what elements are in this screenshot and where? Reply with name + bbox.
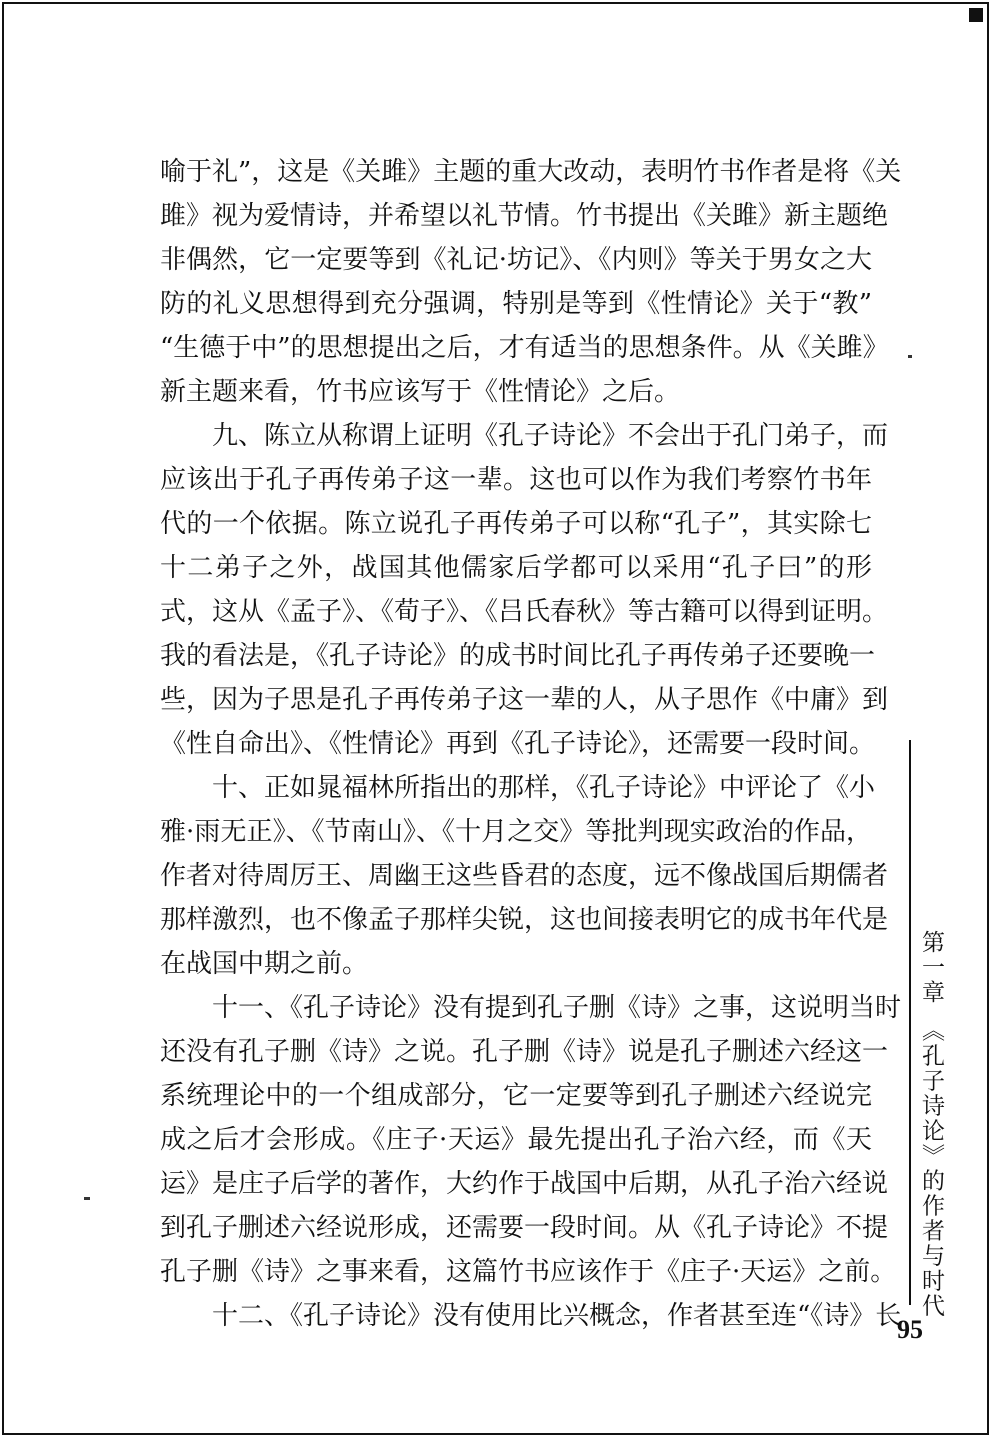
text-line: 还没有孔子删《诗》之说。孔子删《诗》说是孔子删述六经这一 [160, 1037, 889, 1067]
text-line: 十二、《孔子诗论》没有使用比兴概念，作者甚至连“《诗》长 [212, 1301, 902, 1331]
text-line: 我的看法是，《孔子诗论》的成书时间比孔子再传弟子还要晚一 [160, 641, 876, 671]
text-line: 系统理论中的一个组成部分，它一定要等到孔子删述六经说完 [160, 1081, 872, 1111]
text-line: 十一、《孔子诗论》没有提到孔子删《诗》之事，这说明当时 [212, 993, 902, 1023]
scan-speck [84, 1197, 90, 1200]
text-line: 雎》视为爱情诗，并希望以礼节情。竹书提出《关雎》新主题绝 [160, 201, 889, 231]
text-line: 些，因为子思是孔子再传弟子这一辈的人，从子思作《中庸》到 [160, 685, 889, 715]
text-line: 《性自命出》、《性情论》再到《孔子诗论》，还需要一段时间。 [160, 729, 876, 759]
paragraph [160, 1294, 902, 1338]
text-line: 雅·雨无正》、《节南山》、《十月之交》等批判现实政治的作品， [160, 817, 872, 847]
paragraph [160, 150, 902, 414]
text-line: 新主题来看，竹书应该写于《性情论》之后。 [160, 377, 681, 407]
running-head: 第一章 《孔子诗论》的作者与时代 [918, 930, 944, 1319]
page-number: 95 [897, 1315, 923, 1344]
body-text [160, 150, 902, 1338]
text-line: 孔子删《诗》之事来看，这篇竹书应该作于《庄子·天运》之前。 [160, 1257, 897, 1287]
text-line: 十二弟子之外，战国其他儒家后学都可以采用“孔子曰”的形 [160, 553, 872, 583]
text-line: 成之后才会形成。《庄子·天运》最先提出孔子治六经，而《天 [160, 1125, 872, 1155]
text-line: 应该出于孔子再传弟子这一辈。这也可以作为我们考察竹书年 [160, 465, 872, 495]
paragraph [160, 766, 889, 986]
scan-corner-mark [969, 8, 983, 22]
text-line: 那样激烈，也不像孟子那样尖锐，这也间接表明它的成书年代是 [160, 905, 889, 935]
text-line: 作者对待周厉王、周幽王这些昏君的态度，远不像战国后期儒者 [160, 861, 889, 891]
text-line: 十、正如晁福林所指出的那样，《孔子诗论》中评论了《小 [212, 773, 876, 803]
paragraph [160, 986, 902, 1294]
text-line: 运》是庄子后学的著作，大约作于战国中后期，从孔子治六经说 [160, 1169, 889, 1199]
paragraph [160, 414, 889, 766]
text-line: 防的礼义思想得到充分强调，特别是等到《性情论》关于“教” [160, 289, 872, 319]
text-line: 在战国中期之前。 [160, 949, 369, 979]
text-line: 喻于礼”，这是《关雎》主题的重大改动，表明竹书作者是将《关 [160, 157, 902, 187]
text-line: 式，这从《孟子》、《荀子》、《吕氏春秋》等古籍可以得到证明。 [160, 597, 889, 627]
text-line: 非偶然，它一定要等到《礼记·坊记》、《内则》等关于男女之大 [160, 245, 872, 275]
running-head-rule [909, 740, 911, 1305]
text-line: 到孔子删述六经说形成，还需要一段时间。从《孔子诗论》不提 [160, 1213, 889, 1243]
scan-speck [908, 355, 912, 358]
text-line: 代的一个依据。陈立说孔子再传弟子可以称“孔子”，其实除七 [160, 509, 872, 539]
text-line: “生德于中”的思想提出之后，才有适当的思想条件。从《关雎》 [160, 333, 889, 363]
text-line: 九、陈立从称谓上证明《孔子诗论》不会出于孔门弟子，而 [212, 421, 889, 451]
